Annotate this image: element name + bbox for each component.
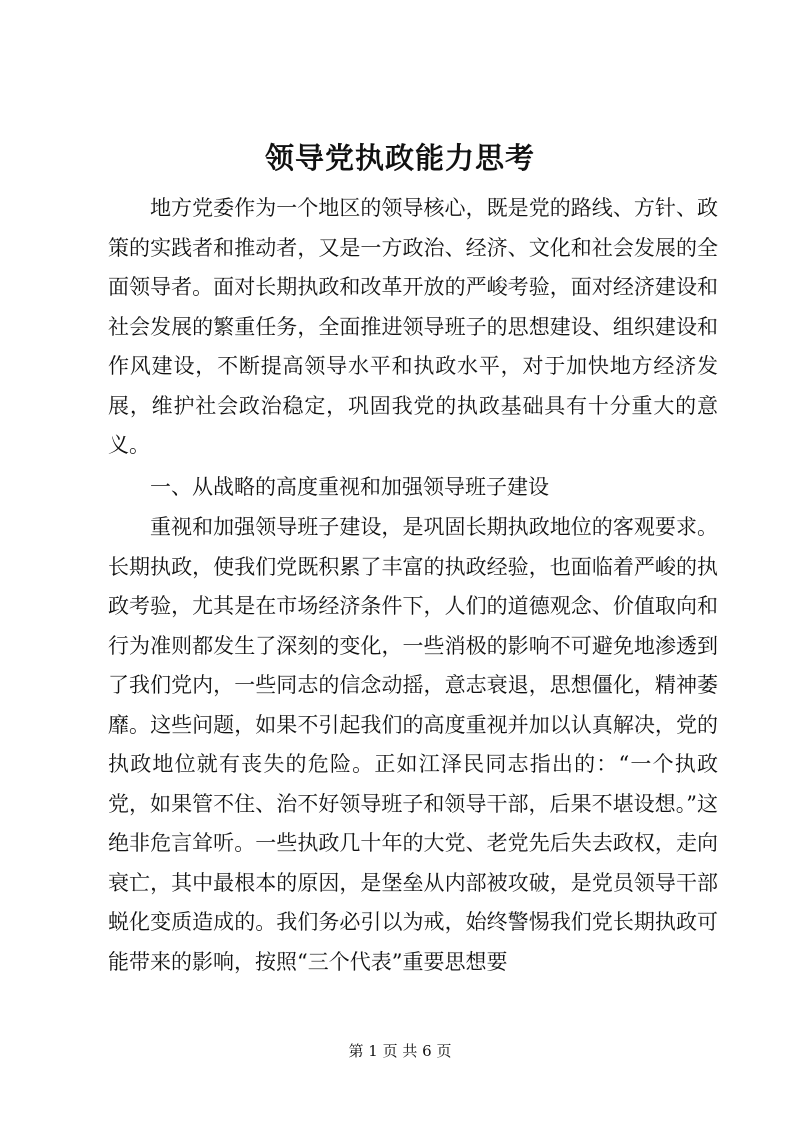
- paragraph-2: [108, 508, 718, 982]
- page-footer: 第 1 页 共 6 页: [348, 1042, 452, 1060]
- paragraph-2-text: 重视和加强领导班子建设，是巩固长期执政地位的客观要求。长期执政，使我们党既积累了丰富的执政经验，也面临着严峻的执政考验，尤其是在市场经济条件下，人们的道德观念、价值取向和行为准则都发生了深刻的变化，一些消极的影响不可避免地渗透到了我们党内，一些同志的信念动摇，意志衰退，思想僵化，精神萎靡。这些问题，如果不引起我们的高度重视并加以认真解决，党的执政地位就有丧失的危险。正如江泽民同志指出的：“一个执政党，如果管不住、治不好领导班子和领导干部，后果不堪设想。”这绝非危言耸听。一些执政几十年的大党、老党先后失去政权，走向衰亡，其中最根本的原因，是堡垒从内部被攻破，是党员领导干部蜕化变质造成的。我们务必引以为戒，始终警惕我们党长期执政可能带来的影响，按照“三个代表”重要思想要: [108, 515, 718, 974]
- paragraph-1: [108, 189, 718, 466]
- section-heading-1: [108, 468, 718, 508]
- section-heading-1-text: 一、从战略的高度重视和加强领导班子建设: [150, 475, 549, 499]
- page-title: 领导党执政能力思考: [264, 141, 535, 175]
- paragraph-1-text: 地方党委作为一个地区的领导核心，既是党的路线、方针、政策的实践者和推动者，又是一方政治、经济、文化和社会发展的全面领导者。面对长期执政和改革开放的严峻考验，面对经济建设和社会发展的繁重任务，全面推进领导班子的思想建设、组织建设和作风建设，不断提高领导水平和执政水平，对于加快地方经济发展，维护社会政治稳定，巩固我党的执政基础具有十分重大的意义。: [108, 196, 718, 457]
